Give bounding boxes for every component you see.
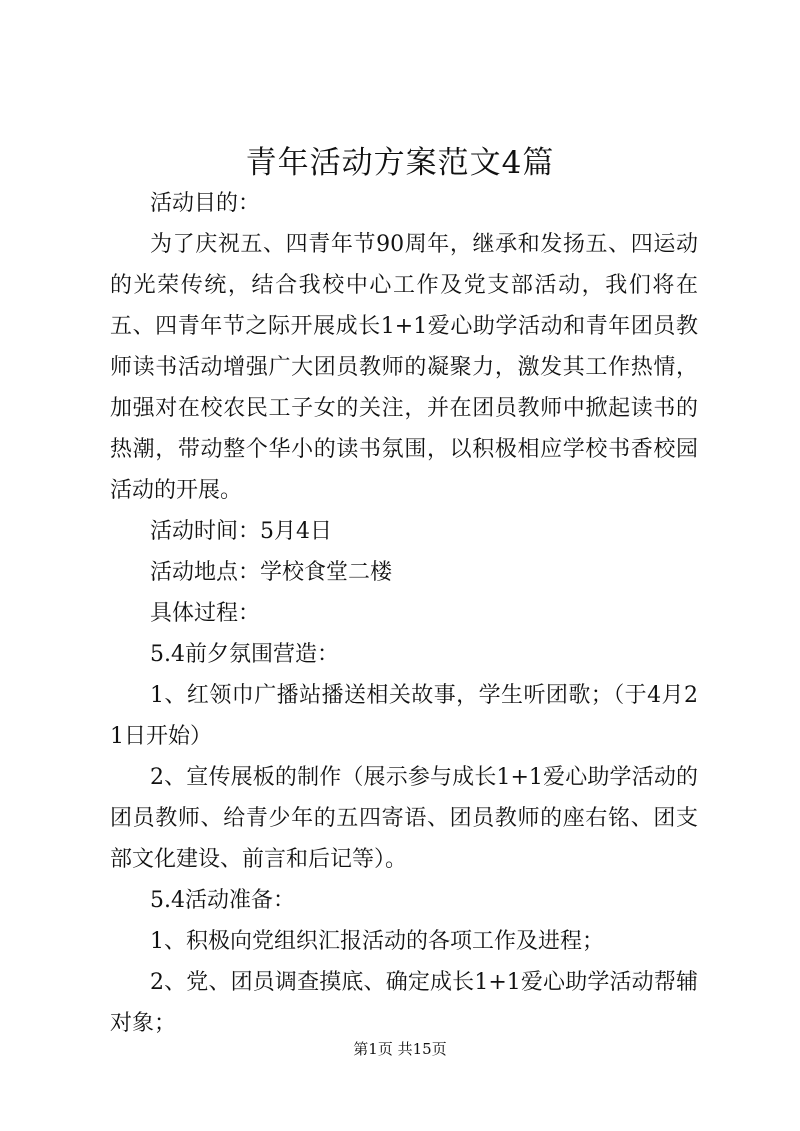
paragraph-atmosphere-item-2: 2、宣传展板的制作（展示参与成长1+1爱心助学活动的团员教师、给青少年的五四寄语、团员教师的座右铭、团支部文化建设、前言和后记等）。 — [110, 765, 698, 872]
paragraph-purpose-heading: 活动目的： — [150, 191, 261, 216]
paragraph-purpose: 为了庆祝五、四青年节90周年，继承和发扬五、四运动的光荣传统，结合我校中心工作及党支部活动，我们将在五、四青年节之际开展成长1+1爱心助学活动和青年团员教师读书活动增强广大团员教师的凝聚力，激发其工作热情，加强对在校农民工子女的关注，并在团员教师中掀起读书的热潮，带动整个华小的读书氛围，以积极相应学校书香校园活动的开展。 — [110, 232, 698, 503]
document-body — [110, 183, 698, 1044]
paragraph-location: 活动地点：学校食堂二楼 — [150, 560, 393, 585]
paragraph-atmosphere-item-1: 1、红领巾广播站播送相关故事，学生听团歌；（于4月21日开始） — [110, 683, 698, 749]
paragraph-preparation-item-1: 1、积极向党组织汇报活动的各项工作及进程； — [150, 929, 604, 954]
paragraph-preparation-item-2: 2、党、团员调查摸底、确定成长1+1爱心助学活动帮辅对象； — [110, 970, 698, 1036]
paragraph-process-heading: 具体过程： — [150, 601, 261, 626]
document-title: 青年活动方案范文4篇 — [245, 145, 555, 181]
paragraph-atmosphere-heading: 5.4前夕氛围营造： — [150, 642, 339, 667]
page-footer: 第1页 共15页 — [353, 1040, 447, 1058]
paragraph-time: 活动时间：5月4日 — [150, 519, 332, 544]
paragraph-preparation-heading: 5.4活动准备： — [150, 888, 295, 913]
